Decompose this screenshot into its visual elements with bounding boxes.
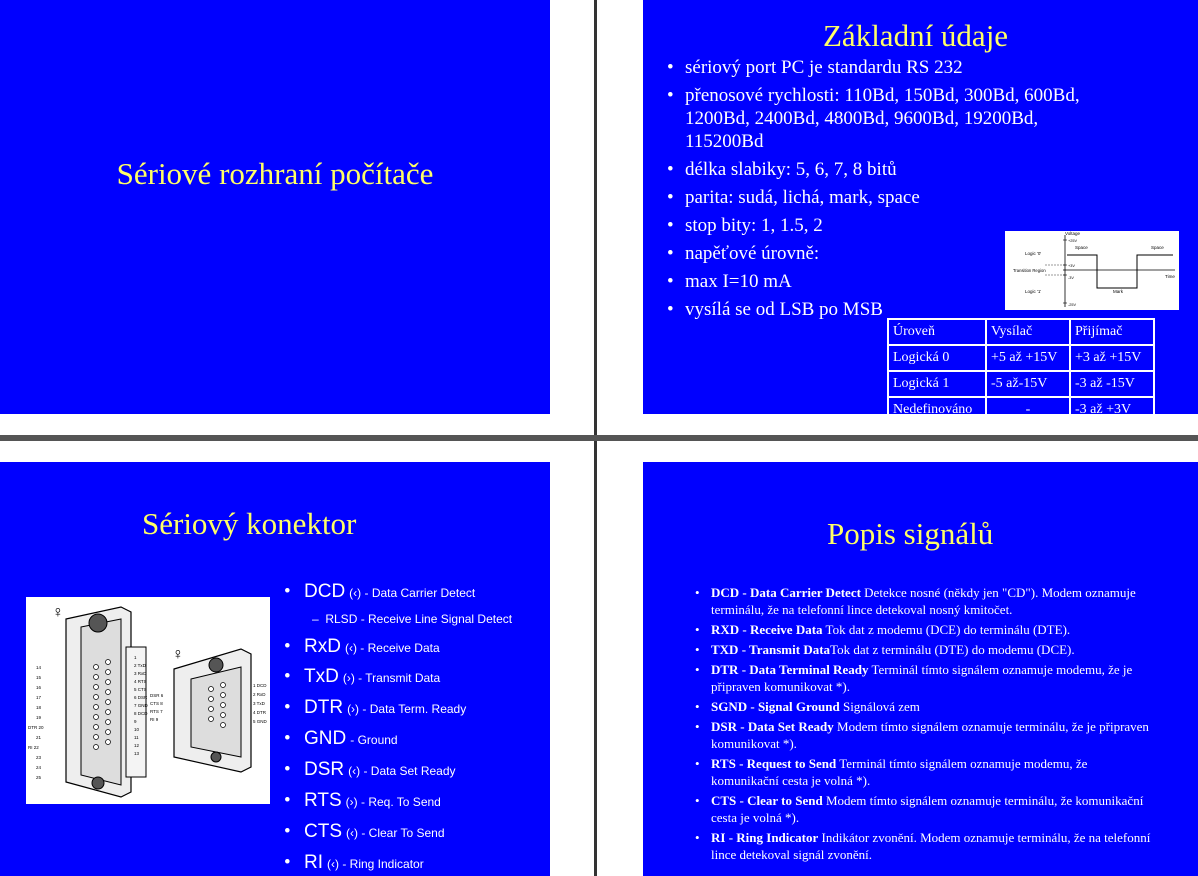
signal-text: Modem tímto signálem oznamuje terminálu, že je připraven komunikovat *). <box>711 719 1149 751</box>
table-row <box>888 371 1154 397</box>
chart-tick-m3: -3V <box>1068 276 1074 280</box>
list-item: • přenosové rychlosti: 110Bd, 150Bd, 300Bd, 600Bd, 1200Bd, 2400Bd, 4800Bd, 9600Bd, 19200Bd, 115200Bd <box>667 84 1087 153</box>
db9-right-labels <box>253 683 268 724</box>
signal-heading: RXD - Receive Data <box>711 622 823 637</box>
pin-label: 2 TxD <box>134 663 146 668</box>
list-item: • max I=10 mA <box>667 270 1087 293</box>
table-cell: Logická 0 <box>888 345 986 371</box>
slide-4-title: Popis signálů <box>827 516 994 551</box>
pin-label: 18 <box>36 705 42 710</box>
pin-label: 4 RTS <box>134 679 147 684</box>
chart-mark: Mark <box>1113 289 1123 294</box>
signal-desc: - Ground <box>350 733 398 747</box>
table-cell: -3 až +3V <box>1070 397 1154 414</box>
signal-code: TxD <box>304 666 339 687</box>
signal-code: RI <box>304 852 323 873</box>
list-item: • DSR (‹) - Data Set Ready <box>284 759 456 780</box>
signal-dir: (‹) <box>348 764 361 778</box>
signal-heading: DSR - Data Set Ready <box>711 719 834 734</box>
signal-dir: (‹) <box>349 586 362 600</box>
pin-label: CTS 8 <box>150 701 163 706</box>
pin-label: 1 DCD <box>253 683 267 688</box>
signal-dir: (‹) <box>344 641 357 655</box>
signal-text: Detekce nosné (někdy jen "CD"). Modem oznamuje terminálu, že na telefonní lince detekoval nosný kmitočet. <box>711 585 1136 617</box>
pin-label: RTS 7 <box>150 709 163 714</box>
signal-heading: RI - Ring Indicator <box>711 830 819 845</box>
list-item: • GND - Ground <box>284 728 398 749</box>
chart-time-label: Time <box>1165 274 1175 279</box>
pin-label: 8 DCD <box>134 711 148 716</box>
list-item-sub: – RLSD - Receive Line Signal Detect <box>312 612 513 626</box>
list-item: • sériový port PC je standardu RS 232 <box>667 56 1087 79</box>
pin-label: 14 <box>36 665 42 670</box>
signal-code: DTR <box>304 697 344 718</box>
pin-label: DTR 20 <box>28 725 44 730</box>
table-cell: -5 až-15V <box>986 371 1070 397</box>
pin-label: RI 9 <box>150 717 159 722</box>
pin-label: 16 <box>36 685 42 690</box>
list-item: • parita: sudá, lichá, mark, space <box>667 186 1087 209</box>
signal-heading: RTS - Request to Send <box>711 756 837 771</box>
pin-label: DSR 6 <box>150 693 164 698</box>
signal-desc: - Data Set Ready <box>360 764 456 778</box>
list-item <box>695 829 1155 863</box>
signal-desc: - Data Carrier Detect <box>361 586 476 600</box>
pin-label: 12 <box>134 743 140 748</box>
list-item <box>695 718 1155 752</box>
slide-1-title: Sériové rozhraní počítače <box>116 156 434 191</box>
signal-heading: SGND - Signal Ground <box>711 699 840 714</box>
signal-code: CTS <box>304 821 342 842</box>
chart-tick-p3: +3V <box>1068 264 1075 268</box>
chart-transition: Transition Region <box>1013 268 1046 273</box>
signal-desc: - Req. To Send <box>357 795 441 809</box>
signal-desc: - Transmit Data <box>354 671 441 685</box>
chart-voltage-label: Voltage <box>1065 231 1081 236</box>
signal-dir: (›) <box>347 702 360 716</box>
signal-text: Tok dat z terminálu (DTE) do modemu (DCE). <box>830 642 1075 657</box>
signal-desc: - Receive Data <box>356 641 440 655</box>
signal-code: RTS <box>304 790 342 811</box>
list-item <box>695 755 1155 789</box>
table-cell: Logická 1 <box>888 371 986 397</box>
chart-tick-p25: +25V <box>1068 239 1077 243</box>
signal-dir: (‹) <box>346 826 358 840</box>
signal-text: Indikátor zvonění. Modem oznamuje terminálu, že na telefonní lince detekoval signál zvonění. <box>711 830 1151 862</box>
pin-label: 15 <box>36 675 42 680</box>
pin-label: 19 <box>36 715 42 720</box>
pin-label: 11 <box>134 735 139 740</box>
pin-label: 13 <box>134 751 140 756</box>
pin-label: 6 DSR <box>134 695 148 700</box>
chart-space1: Space <box>1075 245 1088 250</box>
signal-desc: - Ring Indicator <box>339 857 424 871</box>
db9-left-labels <box>150 693 164 722</box>
signal-code: RxD <box>304 636 341 657</box>
signal-code: GND <box>304 728 347 749</box>
pin-label: 2 RxD <box>253 692 266 697</box>
list-item: • TxD (›) - Transmit Data <box>284 666 441 687</box>
list-item <box>695 641 1155 658</box>
slide-3-title: Sériový konektor <box>142 506 357 541</box>
pin-label: 23 <box>36 755 42 760</box>
chart-tick-m25: -25V <box>1068 303 1077 307</box>
connector-diagram-svg <box>26 597 270 804</box>
signal-sub: RLSD - Receive Line Signal Detect <box>325 612 513 626</box>
signal-heading: TXD - Transmit Data <box>711 642 831 657</box>
chart-logic0: Logic '0' <box>1025 251 1042 256</box>
signal-code: DCD <box>304 581 346 602</box>
pin-label: 7 GND <box>134 703 148 708</box>
signal-code: DSR <box>304 759 345 780</box>
slide-4 <box>643 462 1198 876</box>
pin-label: 1 <box>134 655 137 660</box>
signal-heading: CTS - Clear to Send <box>711 793 823 808</box>
pin-label: 10 <box>134 727 140 732</box>
signal-dir: (›) <box>342 671 355 685</box>
list-item: • RI (‹) - Ring Indicator <box>284 852 424 873</box>
pin-label: 3 RxD <box>134 671 147 676</box>
pin-label: 24 <box>36 765 42 770</box>
chart-space2: Space <box>1151 245 1164 250</box>
horizontal-divider <box>0 435 1198 441</box>
table-row <box>888 345 1154 371</box>
list-item: • stop bity: 1, 1.5, 2 <box>667 214 1087 237</box>
chart-logic1: Logic '1' <box>1025 289 1042 294</box>
list-item: • DCD (‹) - Data Carrier Detect <box>284 581 476 602</box>
list-item <box>695 698 1155 715</box>
table-cell: +3 až +15V <box>1070 345 1154 371</box>
table-header-row <box>888 319 1154 345</box>
pin-label: 25 <box>36 775 42 780</box>
slide-2 <box>643 0 1198 414</box>
signal-dir: (›) <box>345 795 358 809</box>
list-item <box>695 584 1155 618</box>
table-row <box>888 397 1154 414</box>
voltage-levels-chart-svg <box>1005 231 1179 310</box>
slide-1 <box>0 0 550 414</box>
slide-2-title: Základní údaje <box>823 18 1009 53</box>
table-header: Vysílač <box>986 319 1070 345</box>
list-item: • vysílá se od LSB po MSB <box>667 298 1087 321</box>
pin-label: 3 TxD <box>253 701 265 706</box>
pin-label: 21 <box>36 735 42 740</box>
list-item <box>695 792 1155 826</box>
list-item: • napěťové úrovně: <box>667 242 1087 265</box>
signal-heading: DTR - Data Terminal Ready <box>711 662 869 677</box>
signal-text: Modem tímto signálem oznamuje terminálu, že komunikační cesta je volná *). <box>711 793 1144 825</box>
signal-desc: - Clear To Send <box>358 826 445 840</box>
pin-label: 5 CTS <box>134 687 147 692</box>
signal-dir: (‹) <box>327 857 339 871</box>
signal-text: Terminál tímto signálem oznamuje modemu, že je připraven komunikovat *). <box>711 662 1133 694</box>
signal-text: Tok dat z modemu (DCE) do terminálu (DTE). <box>822 622 1071 637</box>
female-symbol-small: ♀ <box>172 646 184 663</box>
female-symbol: ♀ <box>52 604 64 621</box>
signal-text: Signálová zem <box>839 699 920 714</box>
pin-label: 9 <box>134 719 137 724</box>
pin-label: 17 <box>36 695 42 700</box>
pin-label: 4 DTR <box>253 710 267 715</box>
pin-label: RI 22 <box>28 745 39 750</box>
signal-text: Terminál tímto signálem oznamuje modemu, že komunikační cesta je volná *). <box>711 756 1088 788</box>
connector-diagram <box>26 597 270 804</box>
list-item: • RxD (‹) - Receive Data <box>284 636 440 657</box>
table-cell: +5 až +15V <box>986 345 1070 371</box>
voltage-levels-chart <box>1005 231 1179 310</box>
list-item: • délka slabiky: 5, 6, 7, 8 bitů <box>667 158 1087 181</box>
slide-3 <box>0 462 550 876</box>
signal-description-list <box>695 584 1155 866</box>
list-item: • CTS (‹) - Clear To Send <box>284 821 445 842</box>
pin-label: 5 GND <box>253 719 267 724</box>
list-item <box>695 661 1155 695</box>
table-header: Přijímač <box>1070 319 1154 345</box>
table-cell: Nedefinováno <box>888 397 986 414</box>
table-cell: - <box>986 397 1070 414</box>
list-item <box>695 621 1155 638</box>
signal-heading: DCD - Data Carrier Detect <box>711 585 861 600</box>
list-item: • RTS (›) - Req. To Send <box>284 790 441 811</box>
voltage-levels-table <box>887 318 1155 414</box>
table-cell: -3 až -15V <box>1070 371 1154 397</box>
db25-left-labels <box>28 665 44 780</box>
list-item: • DTR (›) - Data Term. Ready <box>284 697 467 718</box>
table-header: Úroveň <box>888 319 986 345</box>
signal-desc: - Data Term. Ready <box>359 702 467 716</box>
